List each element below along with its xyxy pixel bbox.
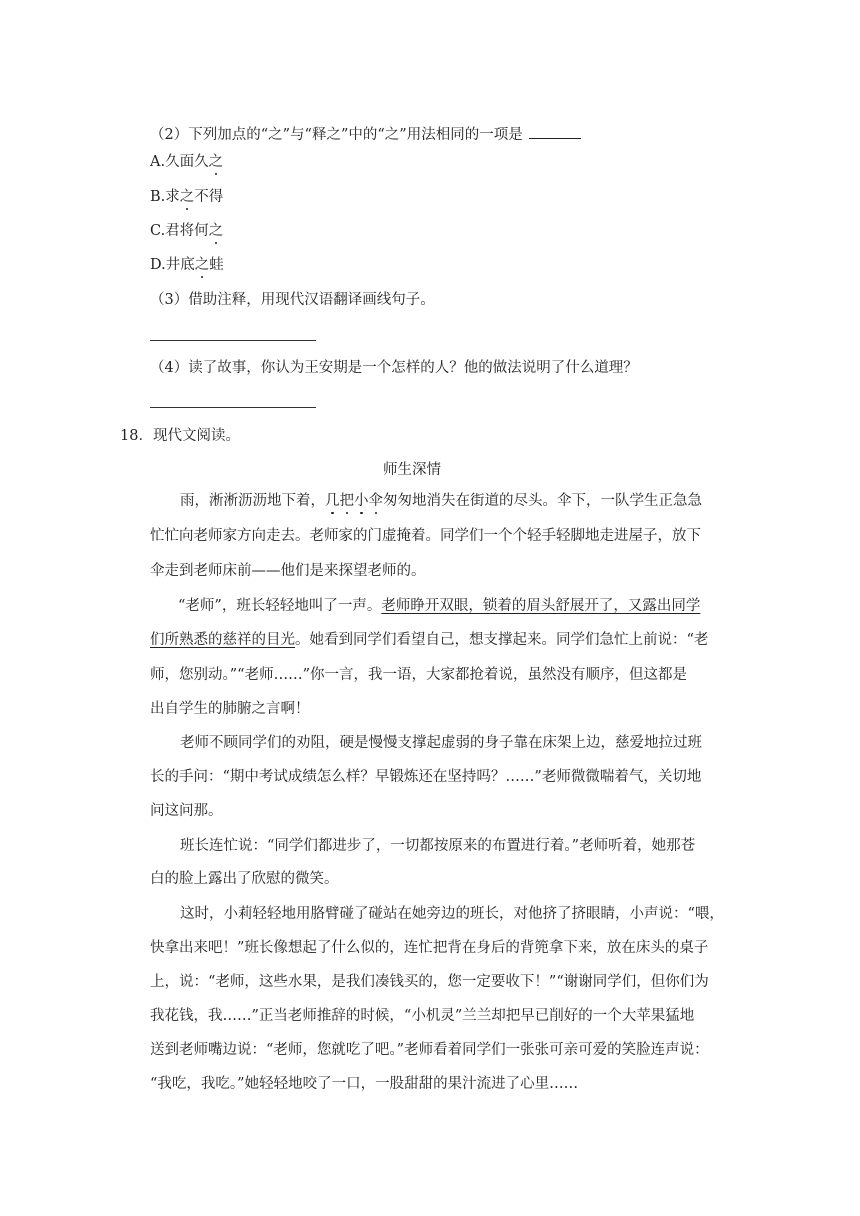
p2-line-1: “老师”，班长轻轻地叫了一声。老师睁开双眼，锁着的眉头舒展开了，又露出同学 [178,598,701,614]
p5-line-2: 快拿出来吧！”班长像想起了什么似的，连忙把背在身后的背篼拿下来，放在床头的桌子 [150,940,709,956]
p5-line-3: 上，说：“老师，这些水果，是我们凑钱买的，您一定要收下！”“谢谢同学们，但你们为 [150,974,709,990]
p5-line-1: 这时，小莉轻轻地用胳臂碰了碰站在她旁边的班长，对他挤了挤眼睛，小声说：“喂， [180,906,724,922]
q2-answer-blank[interactable] [529,124,581,139]
dotted-char: 小 [354,493,369,509]
dotted-char: 之 [194,257,210,273]
dotted-char: 伞 [368,493,383,509]
p5-line-6: “我吃，我吃。”她轻轻地咬了一口，一股甜甜的果汁流进了心里…… [150,1076,579,1092]
underlined-sentence: 们所熟悉的慈祥的目光 [150,632,295,648]
dotted-char: 把 [339,493,354,509]
p5-line-5: 送到老师嘴边说：“老师，您就吃了吧。”老师看着同学们一张张可亲可爱的笑脸连声说： [150,1042,709,1058]
q3-prompt: （3）借助注释，用现代汉语翻译画线句子。 [150,292,435,308]
q18-heading: 18．现代文阅读。 [120,428,240,444]
passage-title: 师生深情 [383,462,441,478]
p3-line-2: 长的手问：“期中考试成绩怎么样？早锻炼还在坚持吗？……”老师微微喘着气，关切地 [150,769,702,785]
underlined-sentence: 老师睁开双眼，锁着的眉头舒展开了，又露出同学 [381,598,701,614]
p2-line-4: 出自学生的肺腑之言啊！ [150,701,310,717]
q3-answer-line[interactable] [150,340,316,341]
dotted-char: 之 [208,223,224,239]
p1-line-3: 伞走到老师床前——他们是来探望老师的。 [150,563,426,579]
dotted-char: 几 [325,493,340,509]
p1-line-2: 忙忙向老师家方向走去。老师家的门虚掩着。同学们一个个轻手轻脚地走进屋子，放下 [150,528,701,544]
p2-line-2: 们所熟悉的慈祥的目光。她看到同学们看望自己，想支撑起来。同学们急忙上前说：“老 [150,632,709,648]
dotted-char: 之 [208,154,224,170]
dotted-char: 之 [179,189,195,205]
p4-line-2: 白的脸上露出了欣慰的微笑。 [150,871,339,887]
p4-line-1: 班长连忙说：“同学们都进步了，一切都按原来的布置进行着。”老师听着，她那苍 [180,838,696,854]
p1-line-1: 雨，淅淅沥沥地下着，几把小伞匆匆地消失在街道的尽头。伞下，一队学生正急急 [180,493,702,509]
p2-line-3: 师，您别动。”“老师……”你一言，我一语，大家都抢着说，虽然没有顺序，但这都是 [150,667,687,683]
p5-line-4: 我花钱，我……”正当老师推辞的时候，“小机灵”兰兰却把早已削好的一个大苹果猛地 [150,1008,695,1024]
q2-option-b: B.求之不得 [150,189,224,205]
q4-prompt: （4）读了故事，你认为王安期是一个怎样的人？他的做法说明了什么道理？ [150,360,638,376]
q2-prompt-line [150,124,581,145]
q2-prompt: （2）下列加点的“之”与“释之”中的“之”用法相同的一项是 [150,127,523,143]
q2-option-a: A.久面久之 [150,154,224,170]
p3-line-3: 问这问那。 [150,803,223,819]
q4-answer-line[interactable] [150,407,316,408]
q2-option-d: D.井底之蛙 [150,257,224,273]
p3-line-1: 老师不顾同学们的劝阻，硬是慢慢支撑起虚弱的身子靠在床架上边，慈爱地拉过班 [180,735,702,751]
q2-option-c: C.君将何之 [150,223,224,239]
